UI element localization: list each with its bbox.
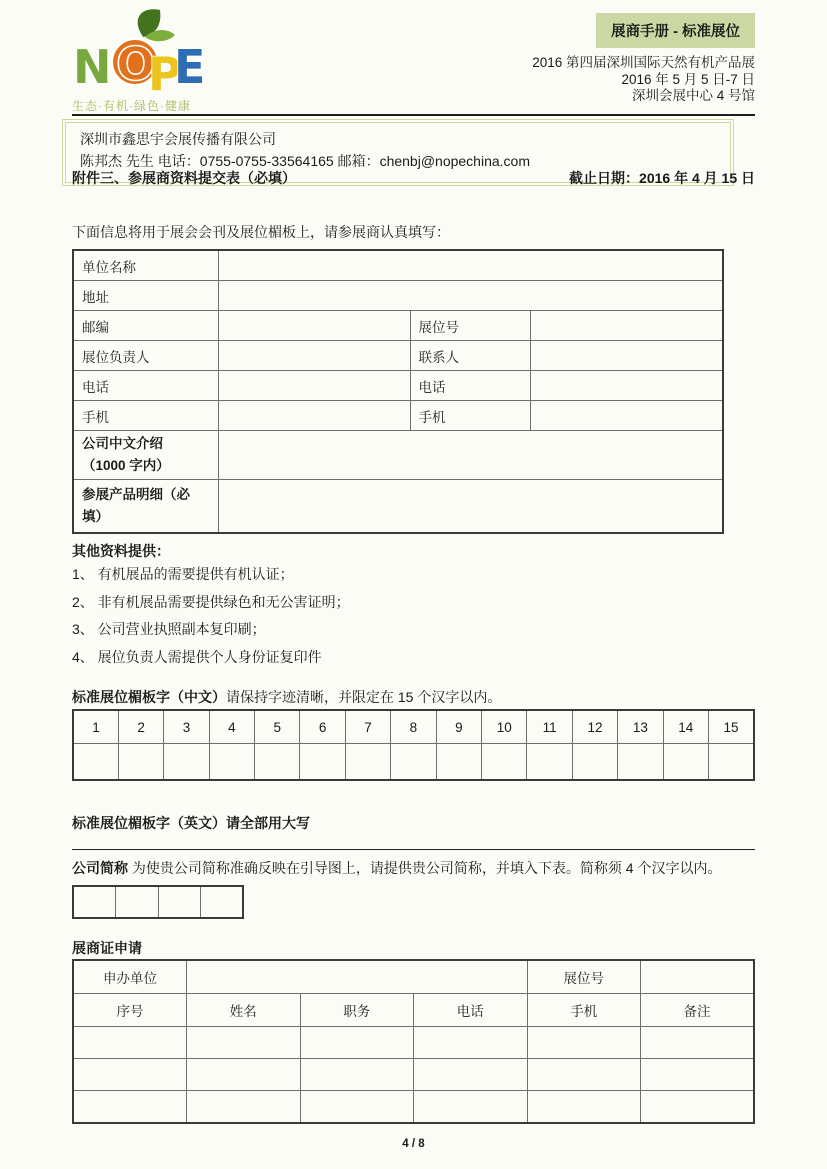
mobile-cell-left <box>218 401 410 431</box>
write-in-cell <box>300 1059 414 1091</box>
event-date: 2016 年 5 月 5 日-7 日 <box>621 71 755 87</box>
page-header <box>72 8 755 114</box>
booth-manager-label: 展位负责人 <box>73 341 218 371</box>
logo-letter-e: E <box>174 40 206 94</box>
event-name: 2016 第四届深圳国际天然有机产品展 <box>532 55 755 70</box>
intro-text: 下面信息将用于展会会刊及展位楣板上，请参展商认真填写： <box>72 224 450 240</box>
write-in-cell <box>641 1027 755 1059</box>
write-in-cell <box>708 744 754 781</box>
headband-write-row <box>73 744 754 781</box>
write-in-cell <box>414 1027 528 1059</box>
number-cell: 8 <box>391 710 436 744</box>
phone-label-left: 电话 <box>73 371 218 401</box>
write-in-cell <box>187 1027 301 1059</box>
write-in-cell <box>300 744 345 781</box>
write-in-cell <box>187 1091 301 1124</box>
phone-cell-left <box>218 371 410 401</box>
number-cell: 9 <box>436 710 481 744</box>
write-in-cell <box>482 744 527 781</box>
product-detail-cell <box>218 480 723 534</box>
applicant-label: 申办单位 <box>73 960 187 994</box>
table-row <box>73 1059 754 1091</box>
write-in-cell <box>118 744 163 781</box>
number-cell: 14 <box>663 710 708 744</box>
column-header-index: 序号 <box>73 994 187 1027</box>
headband-cn-heading <box>72 687 755 707</box>
company-name-cell <box>218 250 723 281</box>
badge-apply-heading: 展商证申请 <box>72 940 142 956</box>
logo-letter-n: N <box>73 40 112 94</box>
exhibitor-info-table <box>72 249 724 534</box>
column-header-remark: 备注 <box>641 994 755 1027</box>
number-cell: 13 <box>618 710 663 744</box>
other-docs-heading: 其他资料提供： <box>72 543 170 559</box>
table-row <box>73 371 723 401</box>
write-in-cell <box>527 744 572 781</box>
postcode-label: 邮编 <box>73 311 218 341</box>
nope-logo <box>72 8 206 96</box>
write-in-cell <box>300 1027 414 1059</box>
deadline-text: 截止日期：2016 年 4 月 15 日 <box>569 170 755 186</box>
abbreviation-note-text: 为使贵公司简称准确反映在引导图上，请提供贵公司简称，并填入下表。简称须 4 个汉字以内。 <box>131 860 722 876</box>
company-intro-cell <box>218 431 723 480</box>
write-in-cell <box>618 744 663 781</box>
write-in-cell <box>391 744 436 781</box>
mobile-label-left: 手机 <box>73 401 218 431</box>
number-cell: 2 <box>118 710 163 744</box>
address-label: 地址 <box>73 281 218 311</box>
number-cell: 5 <box>255 710 300 744</box>
column-header-mobile: 手机 <box>527 994 641 1027</box>
write-in-cell <box>255 744 300 781</box>
write-in-cell <box>164 744 209 781</box>
organizer-contact-line: 陈邦杰 先生 电话：0755-0755-33564165 邮箱：chenbj@nopechina.com <box>80 153 530 169</box>
write-in-cell <box>187 1059 301 1091</box>
english-write-line <box>72 849 755 850</box>
write-in-cell <box>527 1091 641 1124</box>
write-in-cell <box>572 744 617 781</box>
number-cell: 3 <box>164 710 209 744</box>
table-row <box>73 250 723 281</box>
table-row <box>73 1091 754 1124</box>
write-in-cell <box>116 886 159 918</box>
number-cell: 4 <box>209 710 254 744</box>
product-detail-label-line2: 填） <box>82 509 109 524</box>
badge-apply-table <box>72 959 755 1124</box>
abbreviation-table <box>72 885 244 919</box>
write-in-cell <box>414 1091 528 1124</box>
write-in-cell <box>527 1059 641 1091</box>
booth-number-label: 展位号 <box>410 311 530 341</box>
phone-cell-right <box>530 371 723 401</box>
contact-person-cell <box>530 341 723 371</box>
write-in-cell <box>201 886 244 918</box>
abbreviation-row <box>73 886 243 918</box>
phone-label-right: 电话 <box>410 371 530 401</box>
write-in-cell <box>158 886 201 918</box>
table-row <box>73 960 754 994</box>
write-in-cell <box>641 1091 755 1124</box>
brand-slogan: 生态·有机·绿色·健康 <box>72 99 191 113</box>
headband-cn-note: 请保持字迹清晰，并限定在 15 个汉字以内。 <box>226 689 502 705</box>
abbreviation-note <box>72 859 755 877</box>
product-detail-label <box>73 480 218 534</box>
headband-cn-label: 标准展位楣板字（中文） <box>72 689 226 705</box>
company-name-label: 单位名称 <box>73 250 218 281</box>
product-detail-label-line1: 参展产品明细（必 <box>82 487 190 502</box>
number-cell: 6 <box>300 710 345 744</box>
table-row <box>73 281 723 311</box>
logo-letter-o: O <box>116 37 156 91</box>
company-intro-label-line2: （1000 字内） <box>82 458 170 473</box>
write-in-cell <box>300 1091 414 1124</box>
write-in-cell <box>663 744 708 781</box>
table-row <box>73 341 723 371</box>
company-intro-label <box>73 431 218 480</box>
column-header-phone: 电话 <box>414 994 528 1027</box>
write-in-cell <box>414 1059 528 1091</box>
mobile-label-right: 手机 <box>410 401 530 431</box>
write-in-cell <box>527 1027 641 1059</box>
number-cell: 12 <box>572 710 617 744</box>
column-header-title: 职务 <box>300 994 414 1027</box>
event-venue: 深圳会展中心 4 号馆 <box>631 88 755 103</box>
number-cell: 1 <box>73 710 118 744</box>
address-cell <box>218 281 723 311</box>
logo-letter-p: P <box>148 47 182 96</box>
booth-number-cell <box>530 311 723 341</box>
booth-label: 展位号 <box>527 960 641 994</box>
write-in-cell <box>345 744 390 781</box>
booth-manager-cell <box>218 341 410 371</box>
write-in-cell <box>73 744 118 781</box>
booth-cell <box>641 960 755 994</box>
number-cell: 7 <box>345 710 390 744</box>
organizer-company: 深圳市鑫思宇会展传播有限公司 <box>80 131 276 147</box>
other-docs-item-3: 3、 公司营业执照副本复印刷； <box>72 621 266 637</box>
column-header-name: 姓名 <box>187 994 301 1027</box>
headband-en-heading: 标准展位楣板字（英文）请全部用大写 <box>72 815 310 831</box>
attachment-title: 附件三、参展商资料提交表（必填） <box>72 170 296 186</box>
other-docs-item-1: 1、 有机展品的需要提供有机认证； <box>72 566 294 582</box>
table-row <box>73 1027 754 1059</box>
contact-person-label: 联系人 <box>410 341 530 371</box>
header-right <box>532 8 755 105</box>
headband-number-row <box>73 710 754 744</box>
manual-type-badge: 展商手册 - 标准展位 <box>596 13 755 48</box>
attachment-title-row <box>72 169 755 188</box>
write-in-cell <box>73 1091 187 1124</box>
write-in-cell <box>73 1027 187 1059</box>
write-in-cell <box>641 1059 755 1091</box>
write-in-cell <box>73 1059 187 1091</box>
write-in-cell <box>73 886 116 918</box>
postcode-cell <box>218 311 410 341</box>
write-in-cell <box>209 744 254 781</box>
headband-cn-table <box>72 709 755 781</box>
other-docs-item-2: 2、 非有机展品需要提供绿色和无公害证明； <box>72 593 350 610</box>
mobile-cell-right <box>530 401 723 431</box>
write-in-cell <box>436 744 481 781</box>
header-divider <box>72 114 755 116</box>
applicant-cell <box>187 960 528 994</box>
number-cell: 15 <box>708 710 754 744</box>
abbreviation-label: 公司简称 <box>72 860 128 876</box>
page-number: 4 / 8 <box>402 1138 425 1150</box>
company-intro-label-line1: 公司中文介绍 <box>82 436 163 451</box>
table-header-row <box>73 994 754 1027</box>
number-cell: 11 <box>527 710 572 744</box>
other-docs-item-4: 4、 展位负责人需提供个人身份证复印件 <box>72 648 322 665</box>
number-cell: 10 <box>482 710 527 744</box>
table-row <box>73 311 723 341</box>
table-row <box>73 480 723 534</box>
brand-block <box>72 8 206 114</box>
table-row <box>73 401 723 431</box>
table-row <box>73 431 723 480</box>
